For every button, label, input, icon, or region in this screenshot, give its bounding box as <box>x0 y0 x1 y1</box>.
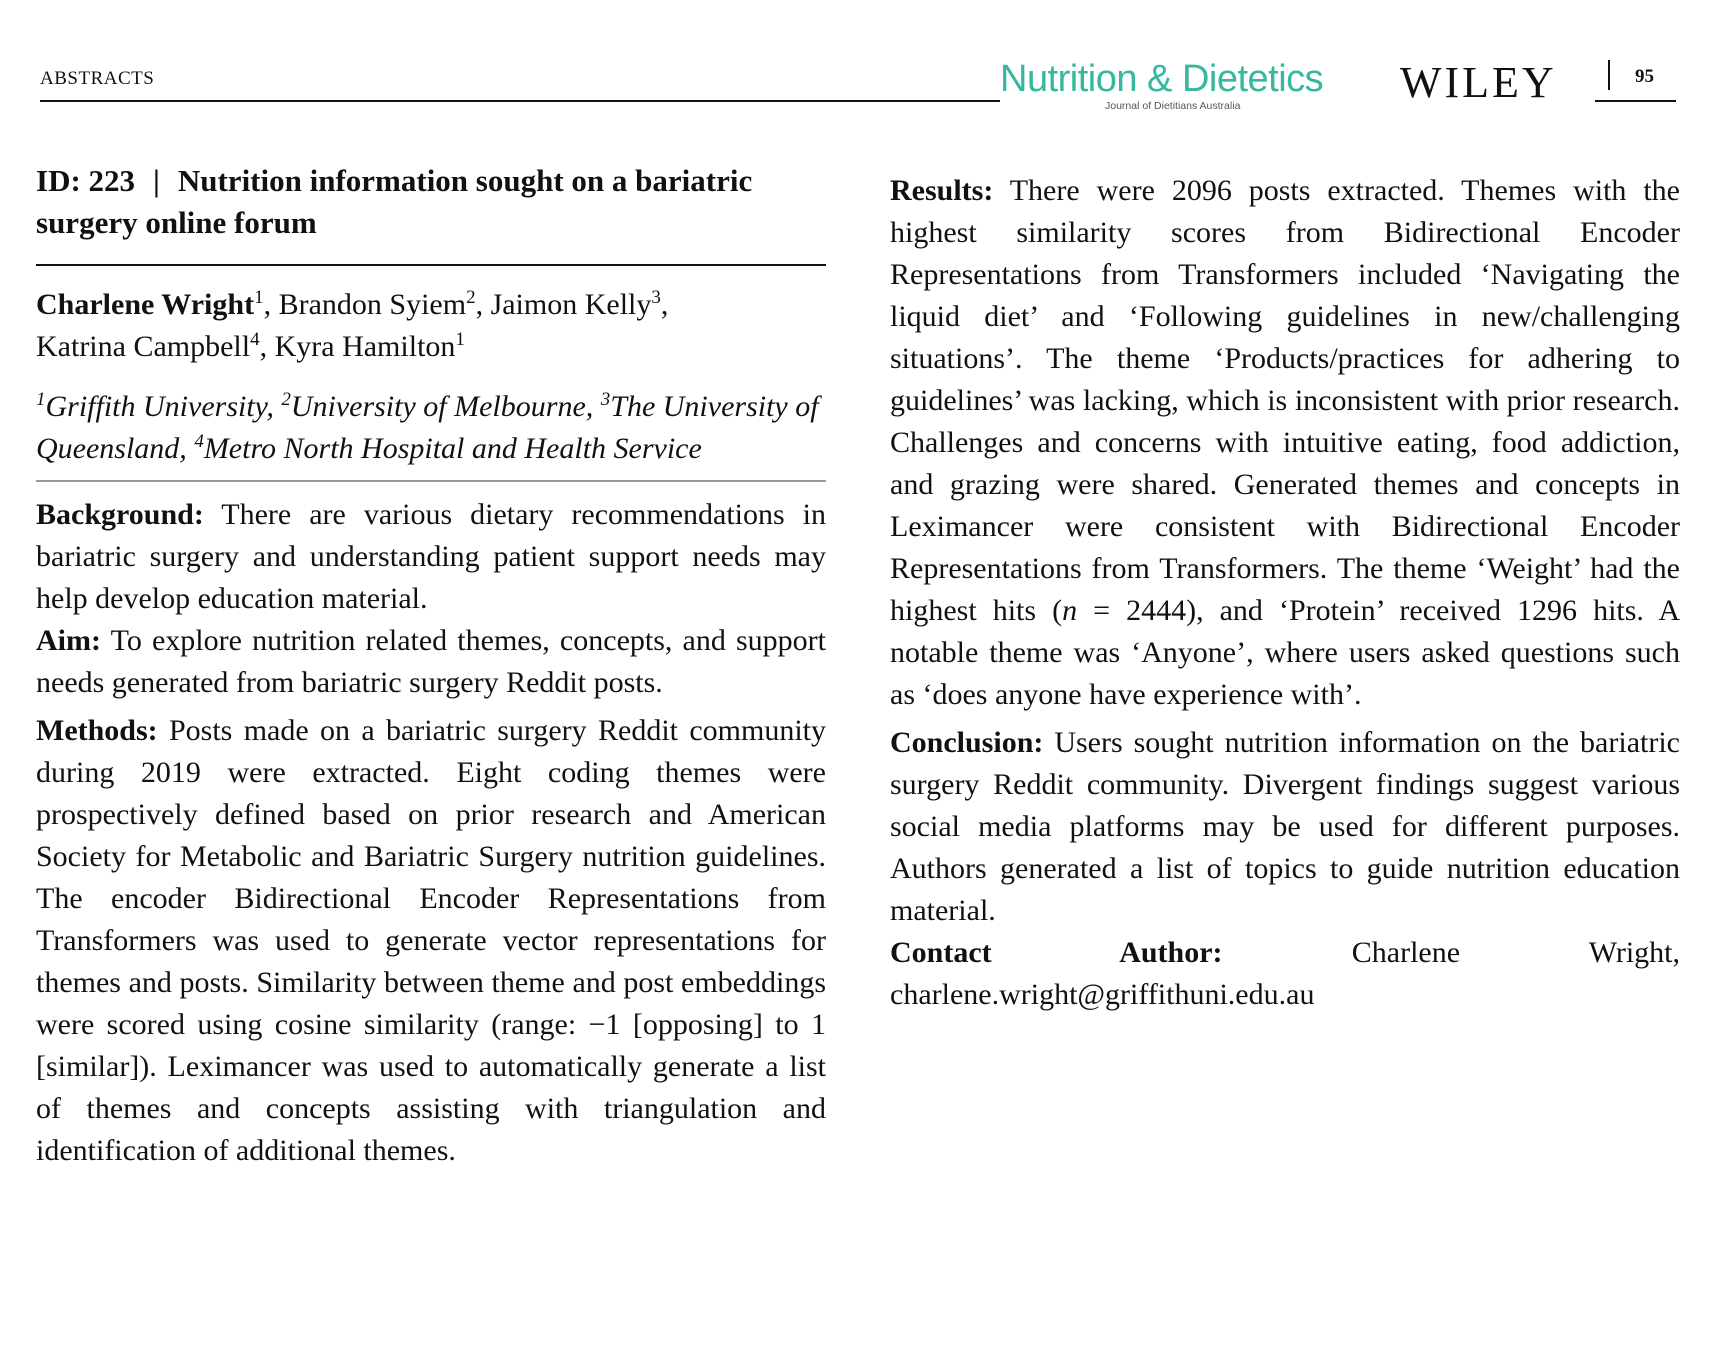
methods-section <box>36 710 826 1172</box>
title-text: Nutrition information sought on a bariatric surgery online forum <box>36 163 753 240</box>
conclusion-label: Conclusion: <box>890 726 1044 759</box>
author-sup: 3 <box>651 287 661 308</box>
results-section <box>890 170 1680 716</box>
results-n: n <box>1062 594 1078 627</box>
author-list: Charlene Wright$^1$, Brandon Syiem$^2$, Jaimon Kelly$^3$, Katrina Campbell$^4$, Kyra Hamilton$^1$ <box>36 287 669 363</box>
affiliation: University of Melbourne, <box>290 390 601 423</box>
methods-text: Posts made on a bariatric surgery Reddit community during 2019 were extracted. Eight coding themes were prospectively defined based on prior research and American Society for Metabolic and Bariatric Surgery nutrition guidelines. The encoder Bidirectional Encoder Representations from Transformers was used to generate vector representations for themes and posts. Similarity between theme and post embeddings were scored using cosine similarity (range: −1 [opposing] to 1 [similar]). Leximancer was used to automatically generate a list of themes and concepts assisting with triangulation and identification of additional themes. <box>36 714 826 1167</box>
author-name: Charlene Wright <box>36 288 255 321</box>
contact-section <box>890 932 1680 1016</box>
title-divider <box>36 264 826 266</box>
aim-text: To explore nutrition related themes, concepts, and support needs generated from bariatric surgery Reddit posts. <box>36 624 826 699</box>
section-label: ABSTRACTS <box>40 68 155 89</box>
journal-logo <box>1000 58 1410 112</box>
author-sup: 2 <box>466 287 476 308</box>
affiliation: Griffith University, <box>45 390 282 423</box>
results-label: Results: <box>890 174 994 207</box>
journal-name: Nutrition & Dietetics <box>1000 58 1324 100</box>
affiliations: $^1$Griffith University, $^2$University of Melbourne, $^3$The University of Queensland, $^4$Metro North Hospital and Health Service <box>36 389 819 465</box>
background-text: There are various dietary recommendations in bariatric surgery and understanding patient support needs may help develop education material. <box>36 498 826 615</box>
header-divider <box>1608 60 1610 90</box>
author-sup: 1 <box>455 329 465 350</box>
page-number: 95 <box>1635 66 1654 87</box>
aim-section <box>36 620 826 704</box>
header-rule-left <box>40 100 1000 102</box>
affiliation: The University of Queensland, <box>36 390 819 465</box>
conclusion-section <box>890 722 1680 932</box>
right-column <box>890 170 1680 1016</box>
author-name: Brandon Syiem <box>278 288 467 321</box>
title-separator: | <box>153 163 160 198</box>
abstract-title <box>36 160 826 244</box>
author-name: Jaimon Kelly <box>490 288 652 321</box>
author-name: Kyra Hamilton <box>274 330 456 363</box>
results-text-2: = 2444), and ‘Protein’ received 1296 hits. A notable theme was ‘Anyone’, where users asked questions such as ‘does anyone have experience with’. <box>890 594 1680 711</box>
journal-subtitle: Journal of Dietitians Australia <box>1105 100 1241 112</box>
author-sup: 4 <box>250 329 260 350</box>
background-label: Background: <box>36 498 204 531</box>
methods-label: Methods: <box>36 714 158 747</box>
abstract-id: ID: 223 <box>36 163 136 198</box>
affiliation: Metro North Hospital and Health Service <box>203 432 702 465</box>
author-sup: 1 <box>254 287 264 308</box>
left-column <box>36 160 826 1172</box>
contact-text: Charlene Wright, charlene.wright@griffithuni.edu.au <box>890 936 1680 1011</box>
conclusion-text: Users sought nutrition information on the bariatric surgery Reddit community. Divergent findings suggest various social media platforms may be used for different purposes. Authors generated a list of topics to guide nutrition education material. <box>890 726 1680 927</box>
aim-label: Aim: <box>36 624 101 657</box>
page-header <box>40 58 1676 112</box>
results-text: There were 2096 posts extracted. Themes with the highest similarity scores from Bidirectional Encoder Representations from Transformers included ‘Navigating the liquid diet’ and ‘Following guidelines in new/challenging situations’. The theme ‘Products/practices for adhering to guidelines’ was lacking, which is inconsistent with prior research. Challenges and concerns with intuitive eating, food addiction, and grazing were shared. Generated themes and concepts in Leximancer were consistent with Bidirectional Encoder Representations from Transformers. The theme ‘Weight’ had the highest hits ( <box>890 174 1680 627</box>
publisher-logo: WILEY <box>1400 58 1557 107</box>
background-section <box>36 494 826 620</box>
contact-label: Contact Author: <box>890 936 1223 969</box>
author-name: Katrina Campbell <box>36 330 251 363</box>
affiliation-divider <box>36 480 826 482</box>
header-rule-right <box>1595 100 1676 102</box>
